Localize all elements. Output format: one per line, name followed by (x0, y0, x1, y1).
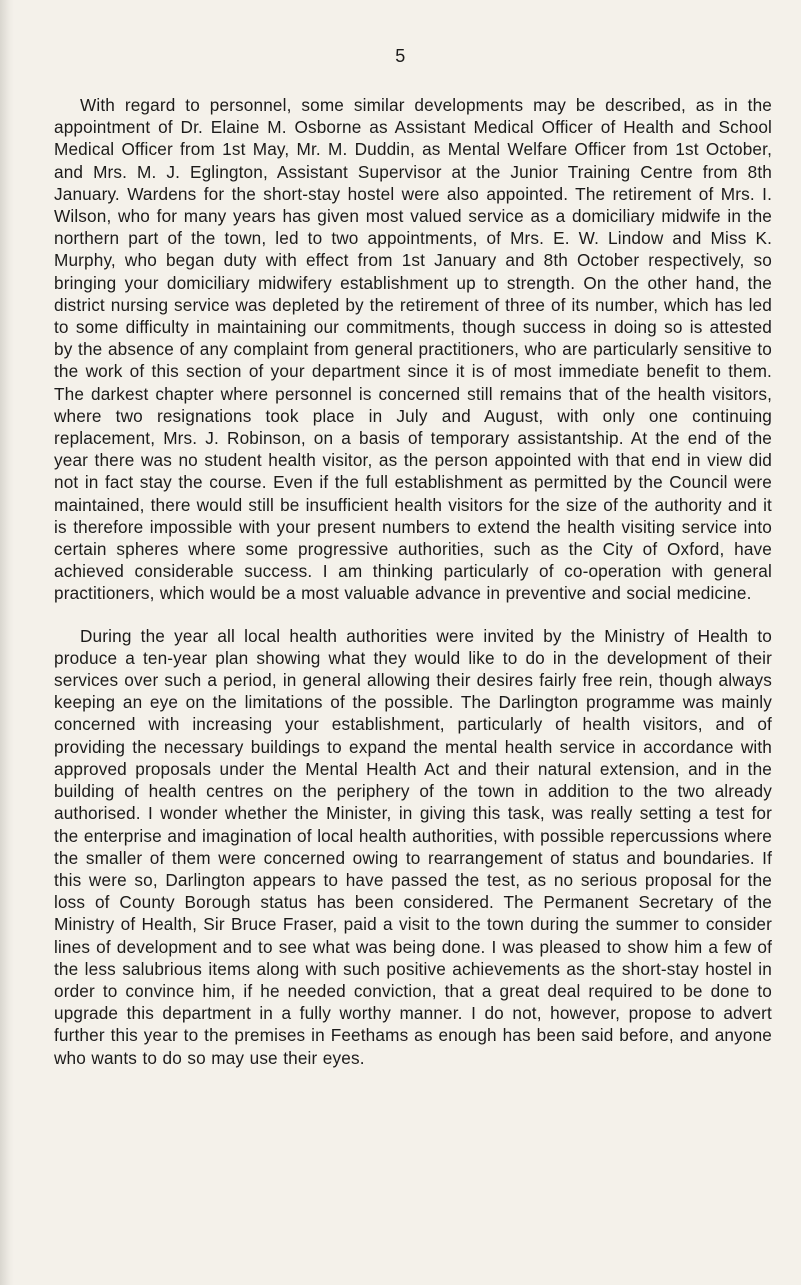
document-body (54, 94, 772, 1069)
paragraph-personnel: With regard to personnel, some similar developments may be described, as in the appointment of Dr. Elaine M. Osborne as Assistant Medical Officer of Health and School Medical Officer from 1st May, Mr. M. Duddin, as Mental Welfare Officer from 1st October, and Mrs. M. J. Eglington, Assistant Supervisor at the Junior Training Centre from 8th January. Wardens for the short-stay hostel were also appointed. The retirement of Mrs. I. Wilson, who for many years has given most valued service as a domiciliary midwife in the northern part of the town, led to two appointments, of Mrs. E. W. Lindow and Miss K. Murphy, who began duty with effect from 1st January and 8th October respectively, so bringing your domiciliary midwifery establishment up to strength. On the other hand, the district nursing service was depleted by the retirement of three of its number, which has led to some difficulty in maintaining our commitments, though success in doing so is attested by the absence of any complaint from general practitioners, who are particularly sensitive to the work of this section of your department since it is of most immediate benefit to them. The darkest chapter where personnel is concerned still remains that of the health visitors, where two resignations took place in July and August, with only one continuing replacement, Mrs. J. Robinson, on a basis of temporary assistantship. At the end of the year there was no student health visitor, as the person appointed with that end in view did not in fact stay the course. Even if the full establishment as permitted by the Council were maintained, there would still be insufficient health visitors for the size of the authority and it is therefore impossible with your present numbers to extend the health visiting service into certain spheres where some progressive authorities, such as the City of Oxford, have achieved considerable success. I am thinking particularly of co-operation with general practitioners, which would be a most valuable advance in preventive and social medicine. (54, 95, 772, 604)
paragraph-ten-year-plan: During the year all local health authorities were invited by the Ministry of Health to produce a ten-year plan showing what they would like to do in the development of their services over such a period, in general allowing their desires fairly free rein, though always keeping an eye on the limitations of the possible. The Darlington programme was mainly concerned with increasing your establishment, particularly of health visitors, and of providing the necessary buildings to expand the mental health service in accordance with approved proposals under the Mental Health Act and their natural extension, and in the building of health centres on the periphery of the town in addition to the two already authorised. I wonder whether the Minister, in giving this task, was really setting a test for the enterprise and imagination of local health authorities, with possible repercussions where the smaller of them were concerned owing to rearrangement of status and boundaries. If this were so, Darlington appears to have passed the test, as no serious proposal for the loss of County Borough status has been considered. The Permanent Secretary of the Ministry of Health, Sir Bruce Fraser, paid a visit to the town during the summer to consider lines of development and to see what was being done. I was pleased to show him a few of the less salubrious items along with such positive achievements as the short-stay hostel in order to convince him, if he needed conviction, that a great deal required to be done to upgrade this department in a fully worthy manner. I do not, however, propose to advert further this year to the premises in Feethams as enough has been said before, and anyone who wants to do so may use their eyes. (54, 625, 772, 1068)
scan-edge-shadow (0, 0, 14, 1285)
page-number: 5 (395, 46, 406, 66)
